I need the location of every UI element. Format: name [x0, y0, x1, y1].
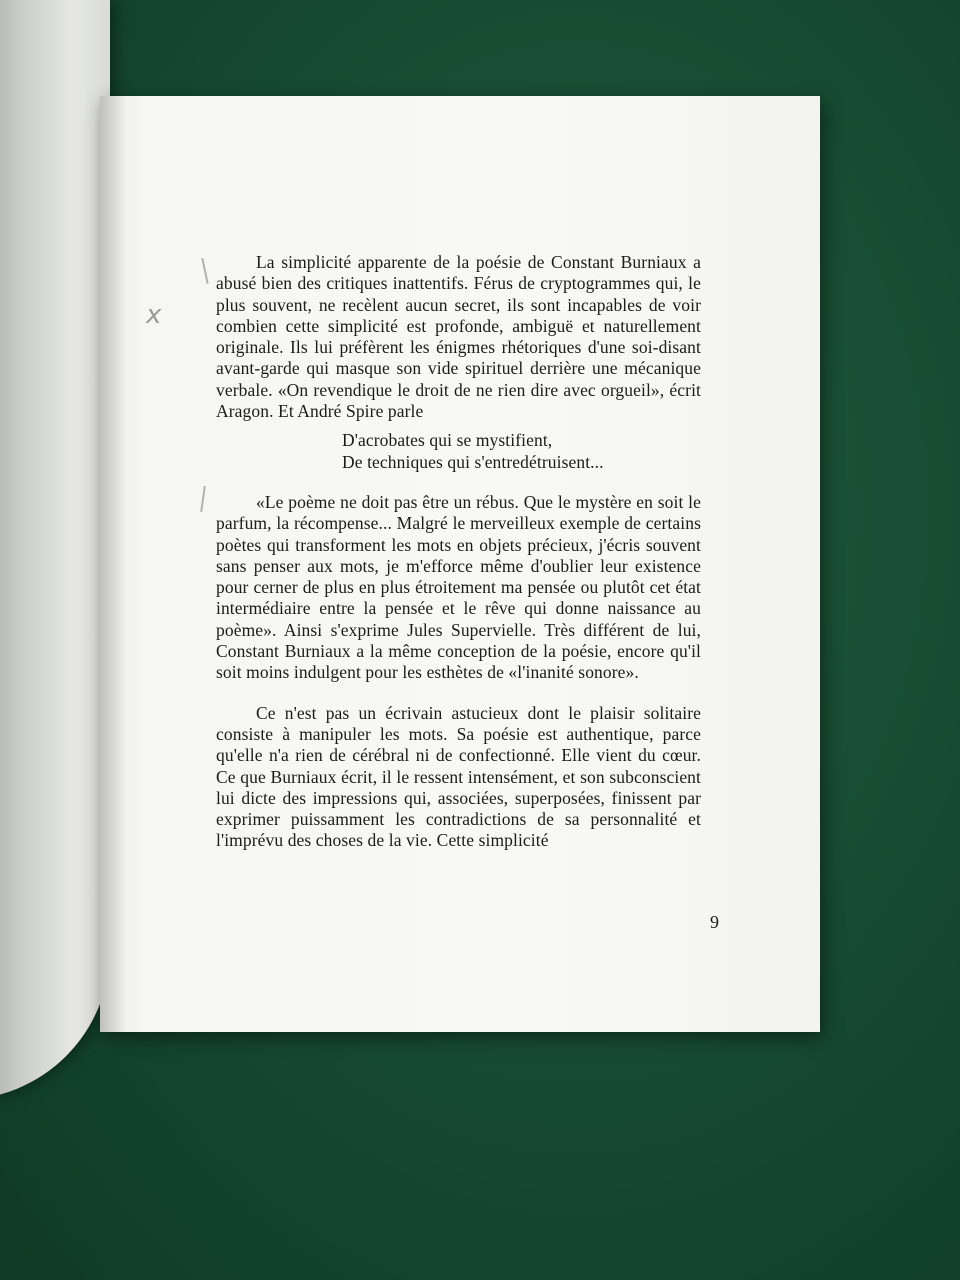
- body-text: [216, 252, 701, 852]
- paragraph-2: «Le poème ne doit pas être un rébus. Que le mystère en soit le parfum, la récompense... Malgré le merveilleux exemple de certains poètes qui transforment les mots en objets précieux, j'écris souvent sans penser aux mots, je m'efforce même d'oublier leur existence pour cerner de plus en plus étroitement ma pensée ou plutôt cet état intermédiaire entre la pensée et le rêve qui donne naissance au poème». Ainsi s'exprime Jules Supervielle. Très différent de lui, Constant Burniaux a la même conception de la poésie, encore qu'il soit moins indulgent pour les esthètes de «l'inanité sonore».: [216, 491, 701, 683]
- page-number: 9: [710, 912, 719, 932]
- pencil-margin-mark: x: [146, 300, 162, 330]
- paragraph-1: La simplicité apparente de la poésie de Constant Burniaux a abusé bien des critiques inattentifs. Férus de cryptogrammes qui, le plus souvent, ne recèlent aucun secret, ils sont incapables de voir combien cette simplicité est profonde, ambiguë et naturellement originale. Ils lui préfèrent les énigmes rhétoriques d'une soi-disant avant-garde qui masque son vide spirituel derrière une mécanique verbale. «On revendique le droit de ne rien dire avec orgueil», écrit Aragon. Et André Spire parle: [216, 252, 701, 422]
- pencil-stroke: [201, 258, 208, 284]
- book-page: [100, 96, 820, 1032]
- left-page-edge: [0, 0, 110, 1100]
- verse-line-2: De techniques qui s'entredétruisent...: [342, 451, 604, 472]
- gutter-shadow: [100, 96, 126, 1032]
- paragraph-3: Ce n'est pas un écrivain astucieux dont le plaisir solitaire consiste à manipuler les mots. Sa poésie est authentique, parce qu'elle n'a rien de cérébral ni de confectionné. Elle vient du cœur. Ce que Burniaux écrit, il le ressent intensément, et son subconscient lui dicte des impressions qui, associées, superposées, finissent par exprimer puissamment les contradictions de sa personnalité et l'imprévu des choses de la vie. Cette simplicité: [216, 702, 701, 851]
- pencil-stroke: [200, 486, 205, 512]
- verse-line-1: D'acrobates qui se mystifient,: [342, 430, 553, 451]
- verse-quote: [216, 430, 701, 473]
